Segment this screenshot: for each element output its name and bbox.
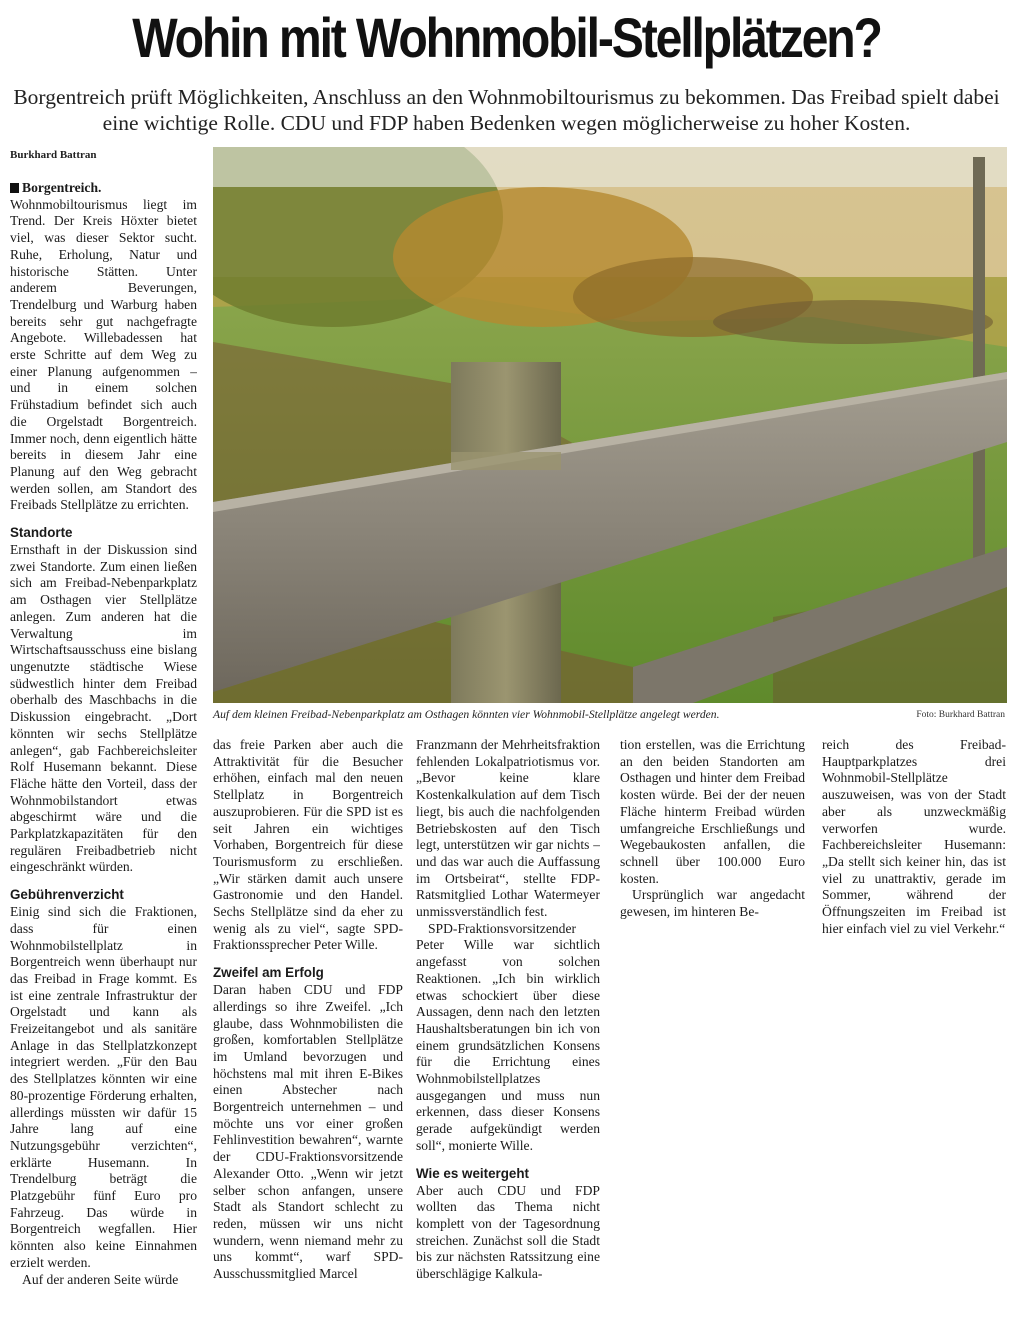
paragraph-col3-1: Franzmann der Mehrheitsfraktion fehlenden Lokalpatriotismus vor. „Bevor keine klare Kostenkalkulation auf dem Tisch liegt, bis auch die nachfolgenden Betriebskosten auf den Tisch legt, unterstützen wir gar nichts – und das war auch die Auffassung im Ortsbeirat“, stellte FDP-Ratsmitglied Lothar Watermeyer unmissverständlich fest.	[416, 737, 600, 920]
subheading-zweifel: Zweifel am Erfolg	[213, 965, 324, 981]
subtitle: Borgentreich prüft Möglichkeiten, Anschluss an den Wohnmobiltourismus zu bekommen. Das Freibad spielt dabei eine wichtige Rolle. CDU und FDP haben Bedenken wegen möglicherweise zu hoher Kosten.	[13, 85, 1000, 135]
paragraph-gebuehrenverzicht: Einig sind sich die Fraktionen, dass für einen Wohnmobilstellplatz in Borgentreich wenn überhaupt nur das Freibad in Frage kommt. Es ist eine zentrale Infrastruktur der Orgelstadt und kann als Freizeitangebot und als sanitäre Anlage in das Stellplatzkonzept integriert werden. „Für den Bau des Stellplatzes könnten wir eine 80-prozentige Förderung erhalten, allerdings müssten wir dafür 15 Jahre lang auf eine Nutzungsgebühr verzichten“, erklärte Husemann. In Trendelburg beträgt die Platzgebühr fünf Euro pro Fahrzeug. Das würde in Borgentreich wegfallen. Hier könnten also keine Einnahmen erzielt werden.	[10, 904, 197, 1270]
paragraph-col3-2: SPD-Fraktionsvorsitzender Peter Wille war sichtlich angefasst von solchen Reaktionen. „Ich bin wirklich etwas schockiert über diese Aussagen, denn nach den letzten Haushaltsberatungen bin ich von einem grundsätzlichen Konsens für die Errichtung eines Wohnmobilstellplatzes ausgegangen und muss nun erkennen, dass dieser Konsens gerade aufgekündigt werden soll“, monierte Wille.	[416, 920, 600, 1153]
paragraph-col4-1: tion erstellen, was die Errichtung an den beiden Standorten am Osthagen und hinter dem Freibad kosten würde. Bei der der neuen Fläche hinterm Freibad würden umfangreiche Erschließungs und Wegebaukosten anfallen, die schnell über 100.000 Euro kosten.	[620, 737, 805, 886]
paragraph-weiter: Aber auch CDU und FDP wollten das Thema nicht komplett von der Tagesordnung streichen. Zunächst soll die Stadt bis zur nächsten Ratssitzung eine überschlägige Kalkula-	[416, 1182, 600, 1282]
column-4	[620, 737, 805, 937]
column-3	[416, 737, 600, 1342]
lead-paragraph	[10, 180, 197, 514]
paragraph-col2-1: das freie Parken aber auch die Attraktivität für die Besucher erhöhen, einfach mal den neuen Stellplatz in Borgentreich auszuprobieren. Für die SPD ist es seit Jahren ein wichtiges Vorhaben, Borgentreich für diese Tourismusform zu erschließen. „Wir stärken damit auch unsere Gastronomie und den Handel. Sechs Stellplätze sind da eher zu wenig als zu viel“, sagte SPD-Fraktionssprecher Peter Wille.	[213, 737, 403, 953]
column-2	[213, 737, 403, 1342]
column-5	[822, 737, 1006, 937]
photo-caption: Auf dem kleinen Freibad-Nebenparkplatz am Osthagen könnten vier Wohnmobil-Stellplätze angelegt werden.	[213, 708, 720, 721]
headline: Wohin mit Wohnmobil-Stellplätzen?	[132, 6, 881, 69]
subheading-gebuehrenverzicht: Gebührenverzicht	[10, 887, 124, 903]
paragraph-continued: Auf der anderen Seite würde	[22, 1271, 179, 1287]
byline: Burkhard Battran	[10, 149, 97, 161]
paragraph-zweifel: Daran haben CDU und FDP allerdings so ihre Zweifel. „Ich glaube, dass Wohnmobilisten die großen, komfortablen Stellplätze im Umland bevorzugen und höchstens mal mit ihren E-Bikes einen Abstecher nach Borgentreich unternehmen – und möchte uns vor einer großen Fehlinvestition bewahren“, warnte der CDU-Fraktionsvorsitzende Alexander Otto. „Wenn wir jetzt selber schon anfangen, unsere Stadt als Standort schlecht zu reden, müssen wir uns nicht wundern, wenn niemand mehr zu uns kommt“, warf SPD-Ausschussmitglied Marcel	[213, 982, 403, 1282]
subheading-standorte: Standorte	[10, 525, 73, 541]
column-1	[10, 180, 197, 1342]
fence-photo-illustration	[213, 147, 1007, 703]
photo-credit: Foto: Burkhard Battran	[916, 710, 1005, 720]
lead-text: Wohnmobiltourismus liegt im Trend. Der Kreis Höxter bietet viel, was dieser Sektor sucht. Ruhe, Erholung, Natur und historische Stätten. Unter anderem Beverungen, Trendelburg und Warburg haben bereits sehr gut nachgefragte Angebote. Willebadessen hat erste Schritte auf dem Weg zu einer Planung aufgenommen – und in einem solchen Frühstadium befindet sich auch die Orgelstadt Borgentreich. Immer noch, denn eigentlich hätte bereits in diesem Jahr eine Planung auf den Weg gebracht werden sollen, am Standort des Freibads Stellplätze zu errichten.	[10, 196, 197, 513]
paragraph-col5-1: reich des Freibad-Hauptparkplatzes drei Wohnmobil-Stellplätze auszuweisen, was von der Stadt aber als unzweckmäßig verworfen wurde. Fachbereichsleiter Husemann: „Da stellt sich keiner hin, das ist viel zu unattraktiv, gerade im Sommer, während der Öffnungszeiten im Freibad ist hier einfach viel zu viel Verkehr.“	[822, 737, 1006, 936]
article-photo	[213, 147, 1007, 703]
dateline: Borgentreich.	[22, 180, 102, 195]
paragraph-standorte: Ernsthaft in der Diskussion sind zwei Standorte. Zum einen ließen sich am Freibad-Nebenparkplatz am Osthagen vier Stellplätze anlegen. Zum anderen hat die Verwaltung im Wirtschaftsausschuss eine bislang ungenutzte städtische Wiese südwestlich hinter dem Freibad oberhalb des Maschbachs in die Diskussion eingebracht. „Dort könnten wir sechs Stellplätze anlegen“, gab Fachbereichsleiter Rolf Husemann bekannt. Diese Fläche hätte den Vorteil, dass der Wohnmobilstandort etwas abgeschirmt wäre und die Parkplatzkapazitäten für den regulären Freibadbetrieb nicht eingeschränkt würden.	[10, 542, 197, 875]
subheading-wie-es-weitergeht: Wie es weitergeht	[416, 1165, 529, 1181]
paragraph-col4-2: Ursprünglich war angedacht gewesen, im hinteren Be-	[620, 887, 805, 920]
lead-marker-icon	[10, 183, 19, 193]
